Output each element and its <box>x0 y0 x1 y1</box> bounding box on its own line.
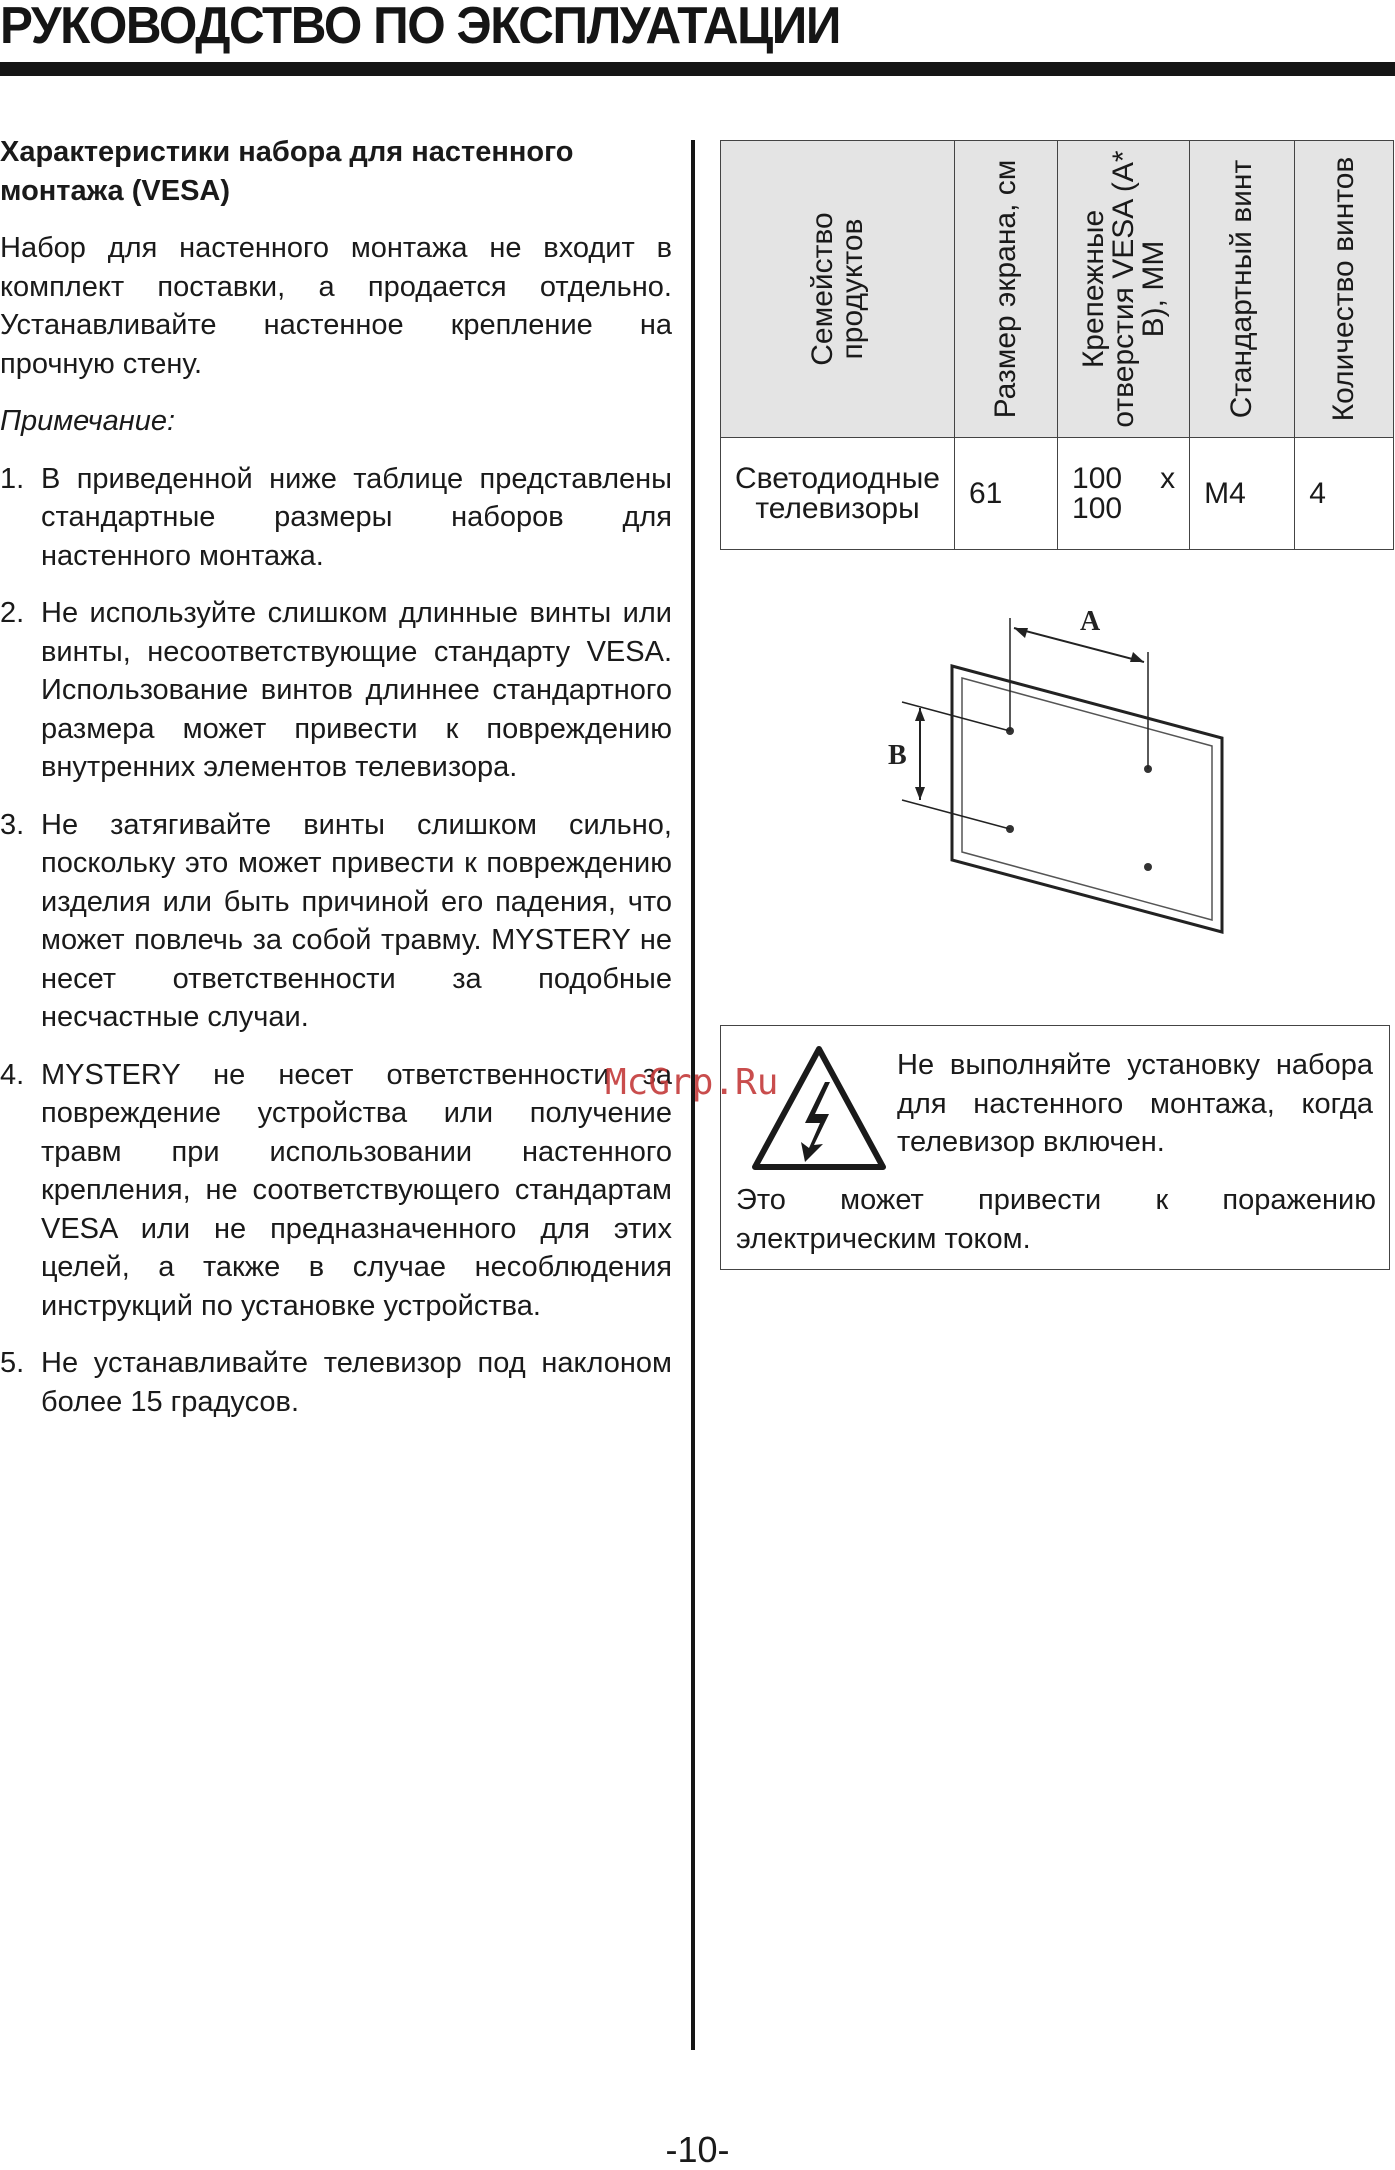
cell-screw: M4 <box>1190 438 1295 550</box>
note-number: 2. <box>0 597 25 629</box>
intro-paragraph: Набор для настенного монтажа не входит в комплект поставки, а продается отдельно. Устанавливайте настенное крепление на прочную стену. <box>0 232 672 380</box>
table-header-cell <box>1058 141 1190 438</box>
note-item <box>0 460 672 576</box>
left-column <box>0 133 672 1440</box>
header-size: Размер экрана, см <box>989 159 1022 419</box>
cell-vesa <box>1058 438 1190 550</box>
header-count: Количество винтов <box>1327 156 1361 422</box>
header-screw: Стандартный винт <box>1225 159 1259 419</box>
note-item <box>0 806 672 1037</box>
watermark: McGrp.Ru <box>605 1062 779 1103</box>
section-title: Характеристики набора для настенного монтажа (VESA) <box>0 136 574 207</box>
notes-list <box>0 460 672 1422</box>
table-header-row <box>721 141 1394 438</box>
table-header-cell <box>1295 141 1394 438</box>
cell-count: 4 <box>1295 438 1394 550</box>
table-header-cell <box>721 141 955 438</box>
note-text: В приведенной ниже таблице представлены стандартные размеры наборов для настенного монтажа. <box>41 462 672 572</box>
note-text: Не устанавливайте телевизор под наклоном более 15 градусов. <box>41 1347 672 1418</box>
vesa-spec-table <box>720 140 1394 550</box>
note-number: 3. <box>0 808 25 841</box>
note-label: Примечание: <box>0 405 176 437</box>
note-number: 4. <box>0 1058 25 1091</box>
note-number: 1. <box>0 462 25 495</box>
dimension-label-b: B <box>888 740 907 771</box>
table-header-cell <box>955 141 1058 438</box>
cell-family: Светодиодные телевизоры <box>721 438 955 550</box>
warning-consequence-text: Это может привести к поражению электрическим током. <box>736 1184 1376 1255</box>
warning-text: Не выполняйте установку набора для настенного монтажа, когда телевизор включен. <box>897 1049 1373 1158</box>
vesa-a-value: 100 <box>1072 461 1123 495</box>
note-item <box>0 1056 672 1326</box>
header-family: Семейство продуктов <box>805 212 869 366</box>
table-header-cell <box>1190 141 1295 438</box>
note-text: Не затягивайте винты слишком сильно, поскольку это может привести к повреждению изделия или быть причиной его падения, что может повлечь за собой травму. MYSTERY не несет ответственности за подобные несчастные случаи. <box>41 808 672 1033</box>
vesa-b-value: 100 <box>1072 491 1123 525</box>
note-item <box>0 594 672 787</box>
page-number: -10- <box>665 2129 730 2170</box>
header-vesa: Крепежные отверстия VESA (A* B), MM <box>1076 150 1170 428</box>
dimension-label-a: A <box>1080 606 1101 637</box>
vesa-mount-diagram <box>880 600 1240 960</box>
page-header-title: РУКОВОДСТВО ПО ЭКСПЛУАТАЦИИ <box>0 0 840 55</box>
note-text: Не используйте слишком длинные винты или винты, несоответствующие стандарту VESA. Использование винтов длиннее стандартного размера может привести к повреждению внутренних элементов телевизора. <box>41 597 672 783</box>
header-rule <box>0 62 1395 76</box>
cell-size: 61 <box>955 438 1058 550</box>
note-item <box>0 1344 672 1421</box>
vesa-x: x <box>1160 461 1176 495</box>
note-number: 5. <box>0 1347 25 1379</box>
note-text: MYSTERY не несет ответственности за повреждение устройства или получение травм при использовании настенного крепления, не соответствующего стандартам VESA или не предназначенного для этих целей, а также в случае несоблюдения инструкций по установке устройства. <box>41 1058 672 1322</box>
warning-box <box>720 1025 1390 1270</box>
table-row <box>721 438 1394 550</box>
